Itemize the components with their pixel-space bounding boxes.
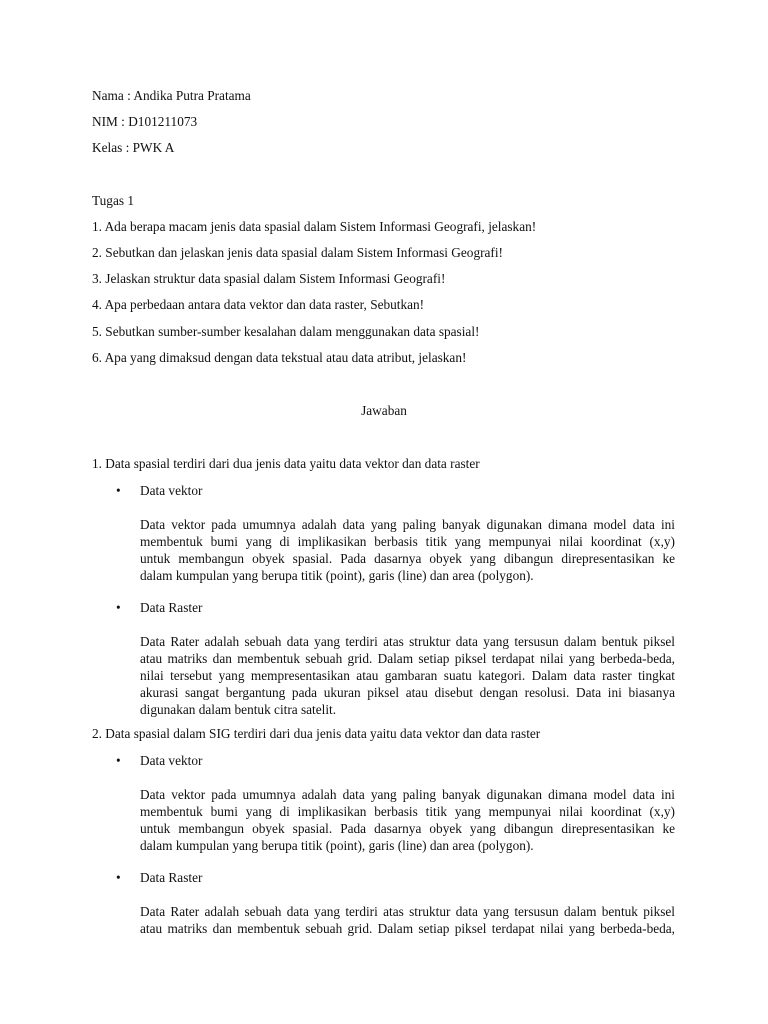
answer-intro: 2. Data spasial dalam SIG terdiri dari dua jenis data yaitu data vektor dan data raster bbox=[92, 726, 541, 741]
question-item: 2. Sebutkan dan jelaskan jenis data spasial dalam Sistem Informasi Geografi! bbox=[92, 245, 503, 260]
bullet-marker: • bbox=[116, 870, 121, 885]
paragraph-line: atau matriks dan membentuk sebuah grid. Dalam setiap piksel terdapat nilai yang berbeda-beda, bbox=[140, 921, 675, 936]
paragraph-line: untuk membangun obyek spasial. Pada dasarnya obyek yang dibangun direpresentasikan ke bbox=[140, 821, 675, 836]
paragraph-line: untuk membangun obyek spasial. Pada dasarnya obyek yang dibangun direpresentasikan ke bbox=[140, 551, 675, 566]
paragraph-line: Data vektor pada umumnya adalah data yang paling banyak digunakan dimana model data ini bbox=[140, 517, 675, 532]
bullet-marker: • bbox=[116, 753, 121, 768]
student-name: Nama : Andika Putra Pratama bbox=[92, 88, 251, 103]
paragraph-line: Data Rater adalah sebuah data yang terdiri atas struktur data yang tersusun dalam bentuk piksel bbox=[140, 634, 675, 649]
question-item: 1. Ada berapa macam jenis data spasial dalam Sistem Informasi Geografi, jelaskan! bbox=[92, 219, 537, 234]
student-class: Kelas : PWK A bbox=[92, 140, 175, 155]
bullet-item bbox=[116, 483, 202, 499]
bullet-label: Data Raster bbox=[140, 600, 203, 615]
assignment-title: Tugas 1 bbox=[92, 193, 135, 208]
answers-title: Jawaban bbox=[361, 403, 407, 418]
answer-paragraph bbox=[140, 903, 675, 937]
paragraph-line: Data Rater adalah sebuah data yang terdiri atas struktur data yang tersusun dalam bentuk piksel bbox=[140, 904, 675, 919]
paragraph-line: membentuk bumi yang di implikasikan berbasis titik yang mempunyai nilai koordinat (x,y) bbox=[140, 804, 675, 819]
question-item: 4. Apa perbedaan antara data vektor dan data raster, Sebutkan! bbox=[92, 297, 425, 312]
bullet-marker: • bbox=[116, 600, 121, 615]
answer-intro: 1. Data spasial terdiri dari dua jenis data yaitu data vektor dan data raster bbox=[92, 456, 480, 471]
answer-paragraph bbox=[140, 786, 675, 854]
bullet-item bbox=[116, 753, 202, 769]
paragraph-line: digunakan dalam bentuk citra satelit. bbox=[140, 702, 337, 717]
bullet-label: Data Raster bbox=[140, 870, 203, 885]
bullet-item bbox=[116, 600, 202, 616]
bullet-marker: • bbox=[116, 483, 121, 498]
paragraph-line: atau matriks dan membentuk sebuah grid. Dalam setiap piksel terdapat nilai yang berbeda-beda, bbox=[140, 651, 675, 666]
answer-paragraph bbox=[140, 633, 675, 718]
bullet-label: Data vektor bbox=[140, 753, 203, 768]
paragraph-line: Data vektor pada umumnya adalah data yang paling banyak digunakan dimana model data ini bbox=[140, 787, 675, 802]
paragraph-line: dalam kumpulan yang berupa titik (point), garis (line) dan area (polygon). bbox=[140, 568, 534, 583]
answer-paragraph bbox=[140, 516, 675, 584]
paragraph-line: dalam kumpulan yang berupa titik (point), garis (line) dan area (polygon). bbox=[140, 838, 534, 853]
question-item: 3. Jelaskan struktur data spasial dalam Sistem Informasi Geografi! bbox=[92, 271, 446, 286]
bullet-label: Data vektor bbox=[140, 483, 203, 498]
question-item: 5. Sebutkan sumber-sumber kesalahan dalam menggunakan data spasial! bbox=[92, 324, 480, 339]
paragraph-line: nilai tersebut yang mempresentasikan atau gambaran suatu kategori. Dalam data raster tingkat bbox=[140, 668, 675, 683]
student-nim: NIM : D101211073 bbox=[92, 114, 198, 129]
paragraph-line: akurasi sangat bergantung pada ukuran piksel atau disebut dengan resolusi. Data ini biasanya bbox=[140, 685, 675, 700]
question-item: 6. Apa yang dimaksud dengan data tekstual atau data atribut, jelaskan! bbox=[92, 350, 467, 365]
paragraph-line: membentuk bumi yang di implikasikan berbasis titik yang mempunyai nilai koordinat (x,y) bbox=[140, 534, 675, 549]
bullet-item bbox=[116, 870, 202, 886]
